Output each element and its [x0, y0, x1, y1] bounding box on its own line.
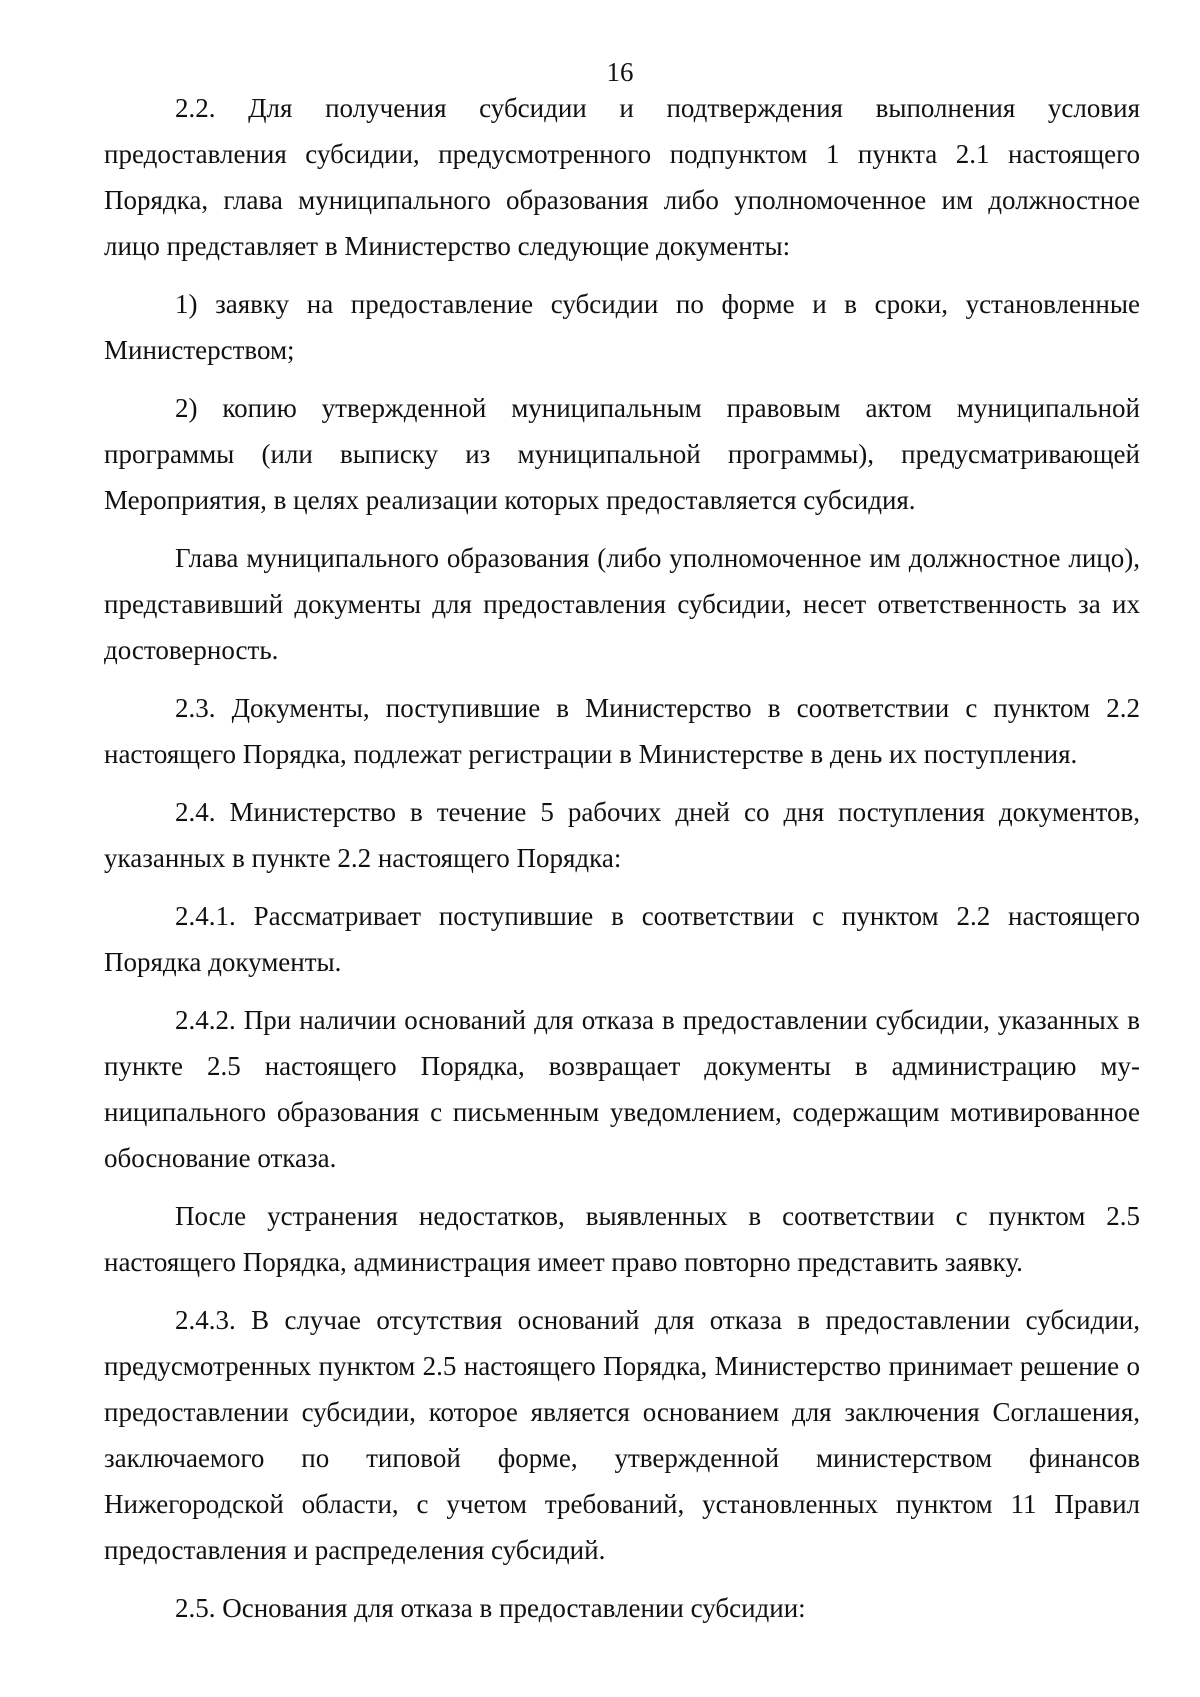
paragraph-2-3: 2.3. Документы, поступившие в Министерство в соответствии с пунктом 2.2 настоящего Порядка, подлежат регистрации в Министерстве в день их поступления. [104, 693, 1140, 769]
paragraph-2-2-item-2: 2) копию утвержденной муниципальным правовым актом муниципальной программы (или выписку из муниципальной программы), предусматривающей Мероприятия, в целях реализации которых предоставляется субсидия. [104, 393, 1140, 515]
paragraph-responsibility: Глава муниципального образования (либо уполномоченное им должностное лицо), представивший документы для предоставления субсидии, несет ответственность за их достоверность. [104, 543, 1140, 665]
paragraph-2-5: 2.5. Основания для отказа в предоставлении субсидии: [175, 1593, 806, 1623]
paragraph-2-4-3: 2.4.3. В случае отсутствия оснований для отказа в предоставлении субсидии, предусмотренных пунктом 2.5 настоящего Порядка, Министерство принимает решение о предоставлении субсидии, которое является основанием для заключения Соглашения, заключаемого по типовой форме, утвержденной министерством финансов Нижегородской области, с учетом требований, установленных пунктом 11 Правил предоставления и распределения субсидий. [104, 1305, 1140, 1565]
paragraph-2-4-2: 2.4.2. При наличии оснований для отказа в предоставлении субсидии, указанных в пункте 2.5 настоящего Порядка, возвращает документы в администрацию муниципального образования с письменным уведомлением, содержащим мотивированное обоснование отказа. [104, 1005, 1140, 1173]
paragraph-resubmission: После устранения недостатков, выявленных в соответствии с пунктом 2.5 настоящего Порядка, администрация имеет право повторно представить заявку. [104, 1201, 1140, 1277]
document-body [104, 85, 1140, 1631]
paragraph-2-4-1: 2.4.1. Рассматривает поступившие в соответствии с пунктом 2.2 настоящего Порядка документы. [104, 901, 1140, 977]
page-number: 16 [606, 57, 634, 87]
paragraph-2-2: 2.2. Для получения субсидии и подтверждения выполнения условия предоставления субсидии, предусмотренного подпунктом 1 пункта 2.1 настоящего Порядка, глава муниципального образования либо уполномоченное им должностное лицо представляет в Министерство следующие документы: [104, 93, 1140, 261]
paragraph-2-4: 2.4. Министерство в течение 5 рабочих дней со дня поступления документов, указанных в пункте 2.2 настоящего Порядка: [104, 797, 1140, 873]
paragraph-2-2-item-1: 1) заявку на предоставление субсидии по форме и в сроки, установленные Министерством; [104, 289, 1140, 365]
